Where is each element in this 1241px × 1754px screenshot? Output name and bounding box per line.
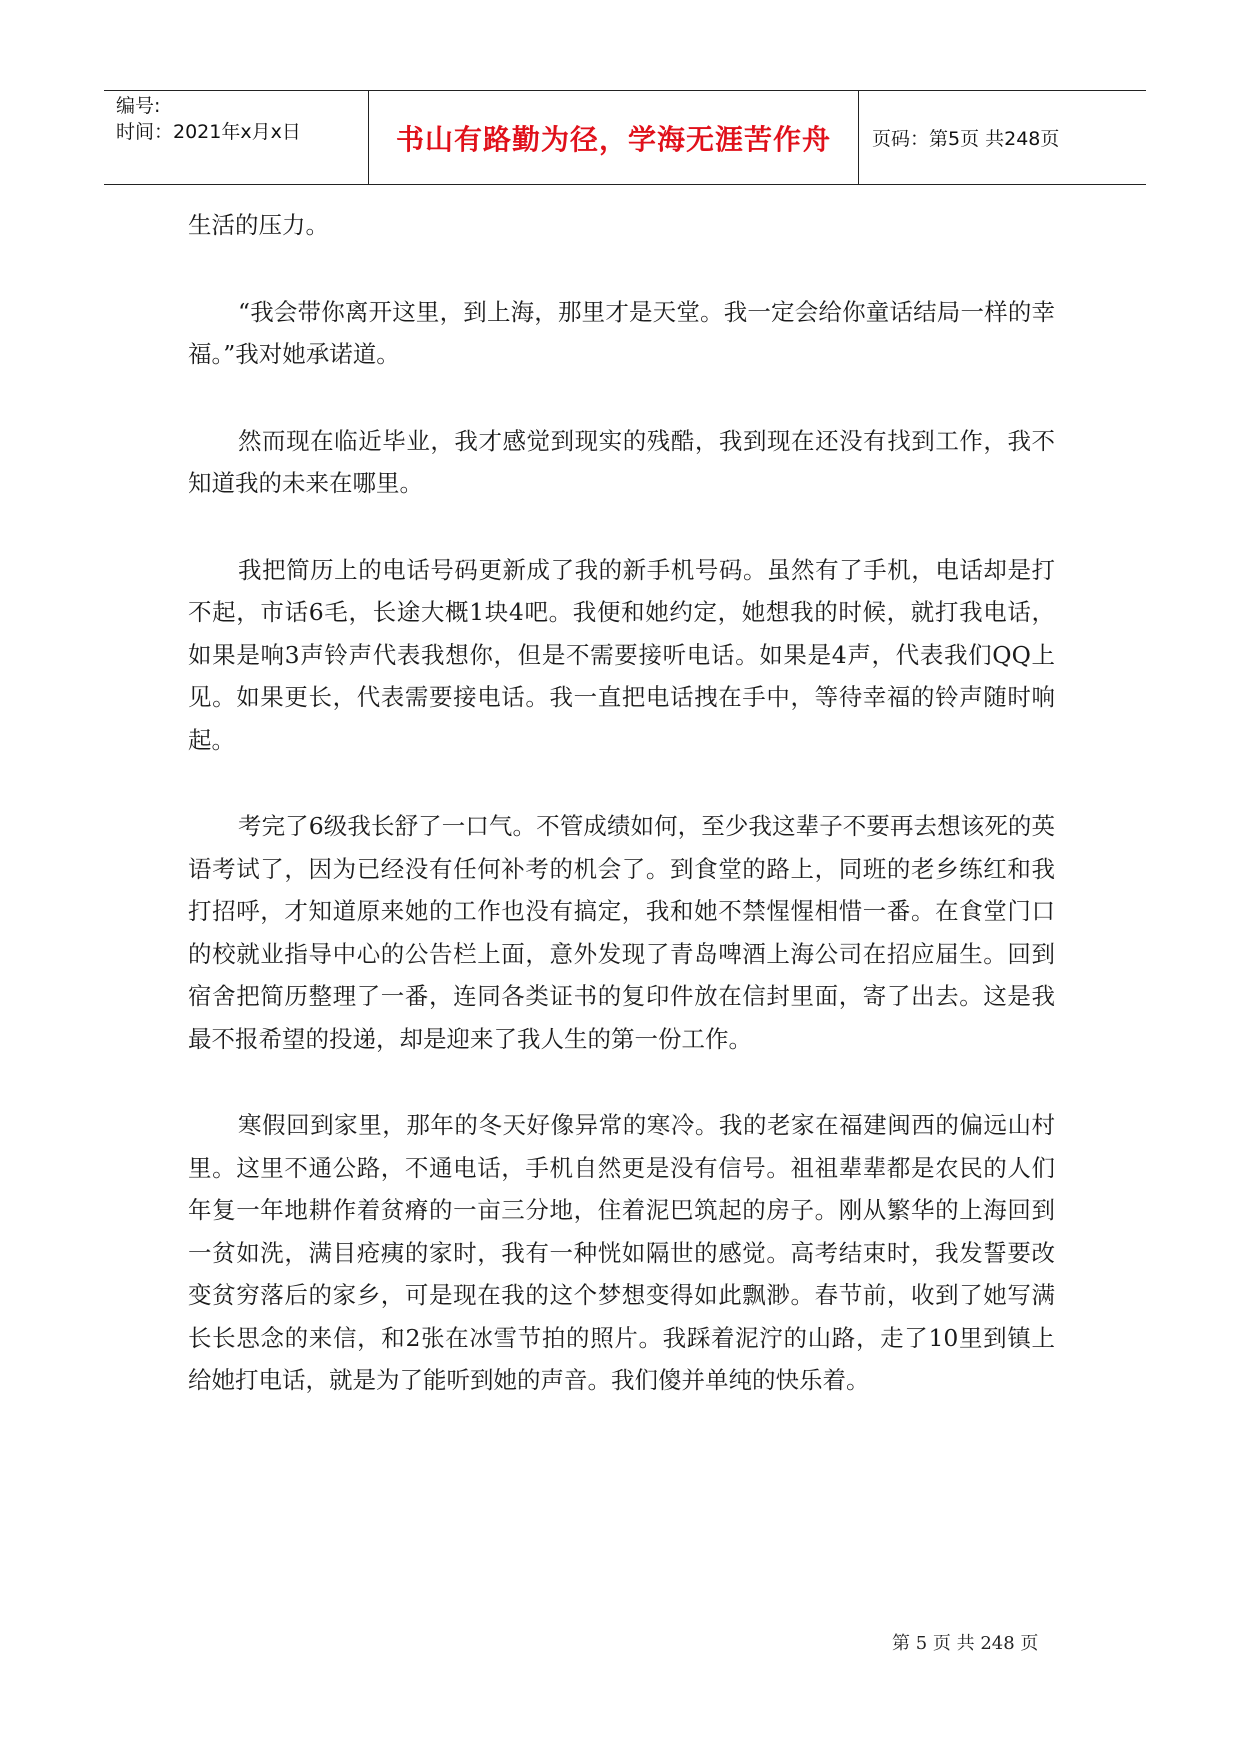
paragraph: “我会带你离开这里，到上海，那里才是天堂。我一定会给你童话结局一样的幸福。”我对她承诺道。 (188, 297, 1055, 368)
paragraph: 考完了6级我长舒了一口气。不管成绩如何，至少我这辈子不要再去想该死的英语考试了，因为已经没有任何补考的机会了。到食堂的路上，同班的老乡练红和我打招呼，才知道原来她的工作也没有搞定，我和她不禁惺惺相惜一番。在食堂门口的校就业指导中心的公告栏上面，意外发现了青岛啤酒上海公司在招应届生。回到宿舍把简历整理了一番，连同各类证书的复印件放在信封里面，寄了出去。这是我最不报希望的投递，却是迎来了我人生的第一份工作。 (188, 812, 1055, 1053)
paragraph: 然而现在临近毕业，我才感觉到现实的残酷，我到现在还没有找到工作，我不知道我的未来在哪里。 (188, 426, 1055, 497)
page-footer: 第 5 页 共 248 页 (892, 1633, 1039, 1654)
paragraph: 寒假回到家里，那年的冬天好像异常的寒冷。我的老家在福建闽西的偏远山村里。这里不通公路，不通电话，手机自然更是没有信号。祖祖辈辈都是农民的人们年复一年地耕作着贫瘠的一亩三分地，住着泥巴筑起的房子。刚从繁华的上海回到一贫如洗，满目疮痍的家时，我有一种恍如隔世的感觉。高考结束时，我发誓要改变贫穷落后的家乡，可是现在我的这个梦想变得如此飘渺。春节前，收到了她写满长长思念的来信，和2张在冰雪节拍的照片。我踩着泥泞的山路，走了10里到镇上给她打电话，就是为了能听到她的声音。我们傻并单纯的快乐着。 (188, 1111, 1055, 1394)
document-header (104, 90, 1146, 185)
header-page-cell (860, 91, 1146, 184)
serial-number-label: 编号: (116, 95, 161, 117)
document-body (188, 204, 1055, 1446)
page-code: 页码：第5页 共248页 (872, 128, 1060, 150)
paragraph: 生活的压力。 (188, 211, 329, 239)
paragraph: 我把简历上的电话号码更新成了我的新手机号码。虽然有了手机，电话却是打不起，市话6毛，长途大概1块4吧。我便和她约定，她想我的时候，就打我电话，如果是响3声铃声代表我想你，但是不需要接听电话。如果是4声，代表我们QQ上见。如果更长，代表需要接电话。我一直把电话拽在手中，等待幸福的铃声随时响起。 (188, 555, 1055, 754)
header-motto-cell (369, 91, 859, 184)
motto-text: 书山有路勤为径，学海无涯苦作舟 (395, 122, 831, 156)
header-info-cell (104, 91, 369, 184)
time-label: 时间：2021年x月x日 (116, 121, 301, 143)
